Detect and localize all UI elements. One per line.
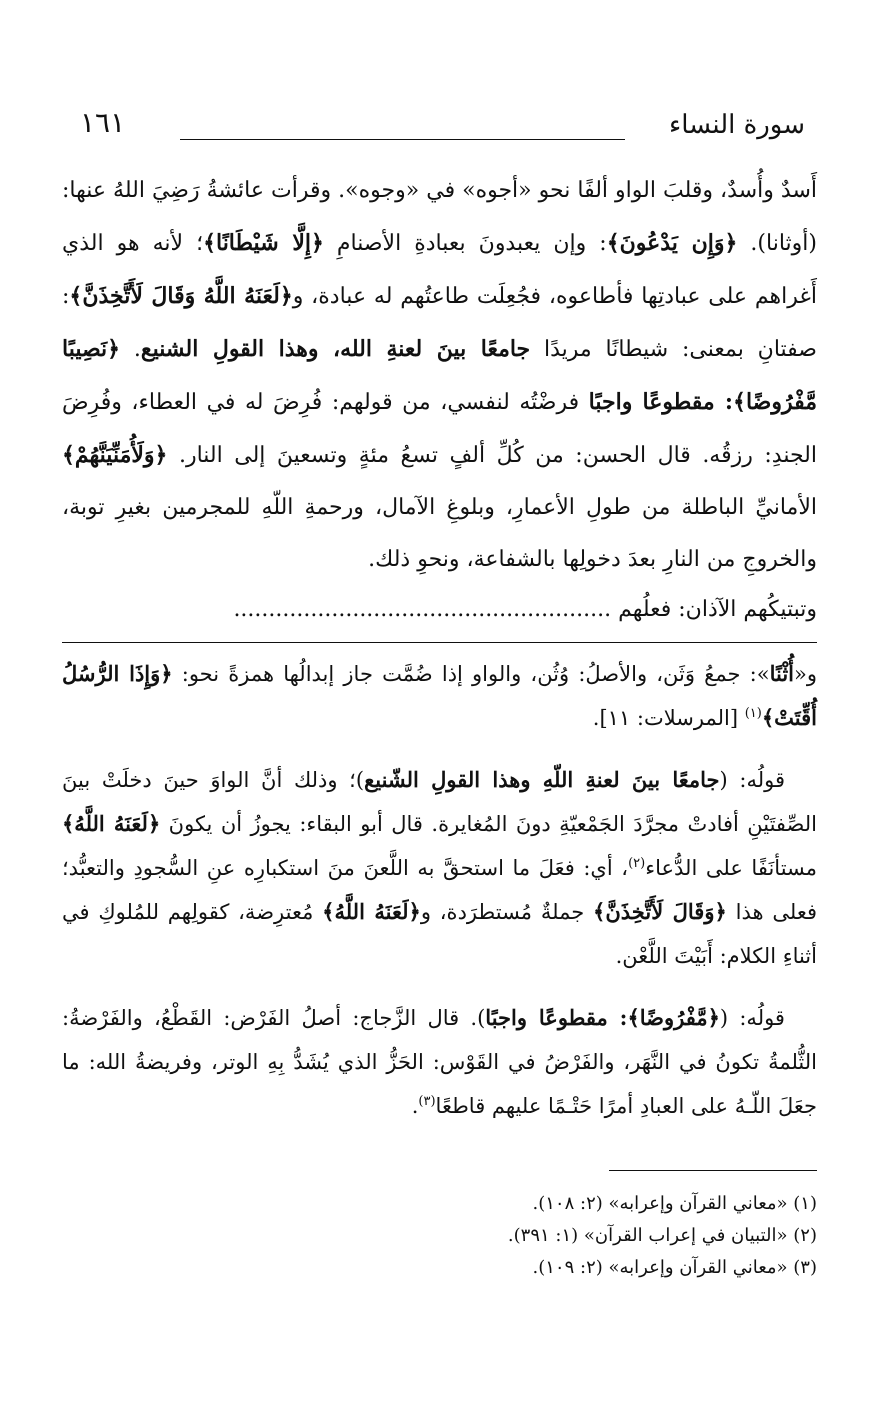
- continuation-line: [62, 590, 817, 630]
- header-rule: [180, 139, 625, 140]
- footnotes: [217, 1188, 817, 1284]
- footnote-ref: (٢): [628, 856, 646, 871]
- text-run: : وإن يعبدونَ بعبادةِ الأصنامِ: [323, 231, 607, 256]
- text-run: .: [411, 1094, 419, 1118]
- footnote: (٣) «معاني القرآن وإعرابه» (٢: ١٠٩).: [532, 1257, 817, 1278]
- quran-quote: أُثْنًا: [769, 661, 794, 686]
- footnote-ref: (١): [744, 706, 762, 721]
- text-run: ، أي: فعَلَ ما استحقَّ به اللَّعنَ منَ استكبارِه عنِ السُّجودِ والتعبُّد؛ فعلى هذا: [62, 856, 817, 924]
- bold-phrase: : مقطوعًا واجبًا: [588, 389, 734, 415]
- quran-quote: ﴿نَصِيبًا مَّفْرُوضًا﴾: [62, 336, 817, 415]
- commentary-paragraph: [62, 996, 817, 1128]
- footnote-ref: (٣): [418, 1094, 436, 1109]
- text-run: جملةٌ مُستطرَدة، و: [420, 900, 594, 924]
- text-run: الأمانيِّ الباطلة من طولِ الأعمارِ، وبلوغِ الآمال، ورحمةِ اللّهِ للمجرمين بغيرِ توبة، والخروجِ من النارِ بعدَ دخولِها بالشفاعة، ونحوِ ذلك.: [62, 495, 817, 572]
- text-run: وتبتيكُهم الآذان: فعلُهم: [618, 597, 817, 622]
- page-number: ١٦١: [80, 106, 126, 139]
- text-run: فرضْتُه لنفسي، من قولهم: فُرِضَ له في العطاء، وفُرِضَ الجندِ: رزقُه. قال الحسن: من كُلِّ ألفٍ تسعُ مئةٍ وتسعينَ إلى النار.: [62, 390, 817, 468]
- section-divider: [62, 642, 817, 643]
- commentary-paragraph: [62, 758, 817, 978]
- text-run: مستأنَفًا على الدُّعاء: [645, 856, 818, 880]
- quran-quote: ﴿وَإِن يَدْعُونَ﴾: [606, 230, 738, 256]
- text-run: »: جمعُ وَثَن، والأصلُ: وُثُن، والواو إذا ضُمَّت جاز إبدالُها همزةً نحو:: [172, 662, 770, 686]
- commentary-paragraph: [62, 652, 817, 740]
- footnote: (٢) «التبيان في إعراب القرآن» (١: ٣٩١).: [507, 1225, 817, 1246]
- ellipsis-dots: ......................................................: [233, 597, 612, 622]
- chapter-title: سورة النساء: [669, 110, 805, 140]
- text-run: قولُه: (: [719, 1006, 785, 1030]
- text-run: قولُه: (: [719, 768, 785, 792]
- main-text: [62, 165, 817, 586]
- quran-quote: ﴿لَعَنَهُ اللَّهُ﴾: [62, 811, 161, 836]
- text-run: : صفتانِ بمعنى: شيطانًا مريدًا: [62, 284, 817, 362]
- bold-phrase: جامعًا بينَ لعنةِ الله، وهذا القولِ الشنيع: [140, 336, 531, 362]
- text-run: و«: [794, 662, 817, 686]
- text-run: أَسدٌ وأُسدٌ، وقلبَ الواو ألفًا نحو «أجوه» في «وجوه». وقرأت عائشةُ رَضِيَ اللهُ عنها: (أوثانا).: [62, 178, 817, 256]
- text-run: )؛ وذلك أنَّ الواوَ حينَ دخلَتْ بينَ الصِّفتَيْنِ أفادتْ مجرَّدَ الجَمْعيّةِ دونَ المُغايرة. قال أبو البقاء: يجوزُ أن يكونَ: [62, 768, 817, 836]
- commentary-text: [62, 652, 817, 1146]
- bold-phrase: جامعًا بينَ لعنةِ اللّهِ وهذا القولِ الشّنيع: [364, 767, 720, 792]
- quran-quote: ﴿وَلَأُمَنِّيَنَّهُمْ﴾: [62, 442, 168, 468]
- footnote: (١) «معاني القرآن وإعرابه» (٢: ١٠٨).: [532, 1193, 817, 1214]
- bold-phrase: : مقطوعًا واجبًا: [485, 1005, 628, 1030]
- quran-quote: ﴿وَقَالَ لَأَتَّخِذَنَّ﴾: [593, 899, 727, 924]
- main-paragraph: [62, 165, 817, 586]
- quran-quote: ﴿إِلَّا شَيْطَانًا﴾: [203, 230, 324, 256]
- quran-quote: ﴿مَّفْرُوضًا﴾: [627, 1005, 720, 1030]
- running-header: [80, 106, 805, 146]
- footnote-rule: [609, 1170, 817, 1171]
- text-run: مُعترِضة، كقولِهم للمُلوكِ في أثناءِ الكلام: أَبَيْتَ اللَّعْن.: [62, 900, 817, 968]
- quran-quote: ﴿لَعَنَهُ اللَّهُ وَقَالَ لَأَتَّخِذَنَّ﴾: [69, 283, 293, 309]
- text-run: [المرسلات: ١١].: [592, 706, 745, 730]
- text-run: .: [120, 337, 141, 362]
- quran-quote: ﴿وَإِذَا الرُّسُلُ أُقِّتَتْ﴾: [62, 661, 817, 730]
- text-run: ). قال الزَّجاج: أصلُ الفَرْض: القَطْعُ، والفَرْضةُ: الثُّلمةُ تكونُ في النَّهَر، والفَرْضُ في القَوْس: الحَزُّ الذي يُشَدُّ بِهِ الوتر، وفريضةُ الله: ما جعَلَ اللّـهُ على العبادِ أمرًا حَتْـمًا عليهم قاطعًا: [62, 1006, 817, 1118]
- quran-quote: ﴿لَعَنَهُ اللَّهُ﴾: [322, 899, 421, 924]
- text-run: ؛ لأنه هو الذي أَغراهم على عبادتِها فأطاعوه، فجُعِلَت طاعتُهم له عبادة، و: [62, 231, 817, 309]
